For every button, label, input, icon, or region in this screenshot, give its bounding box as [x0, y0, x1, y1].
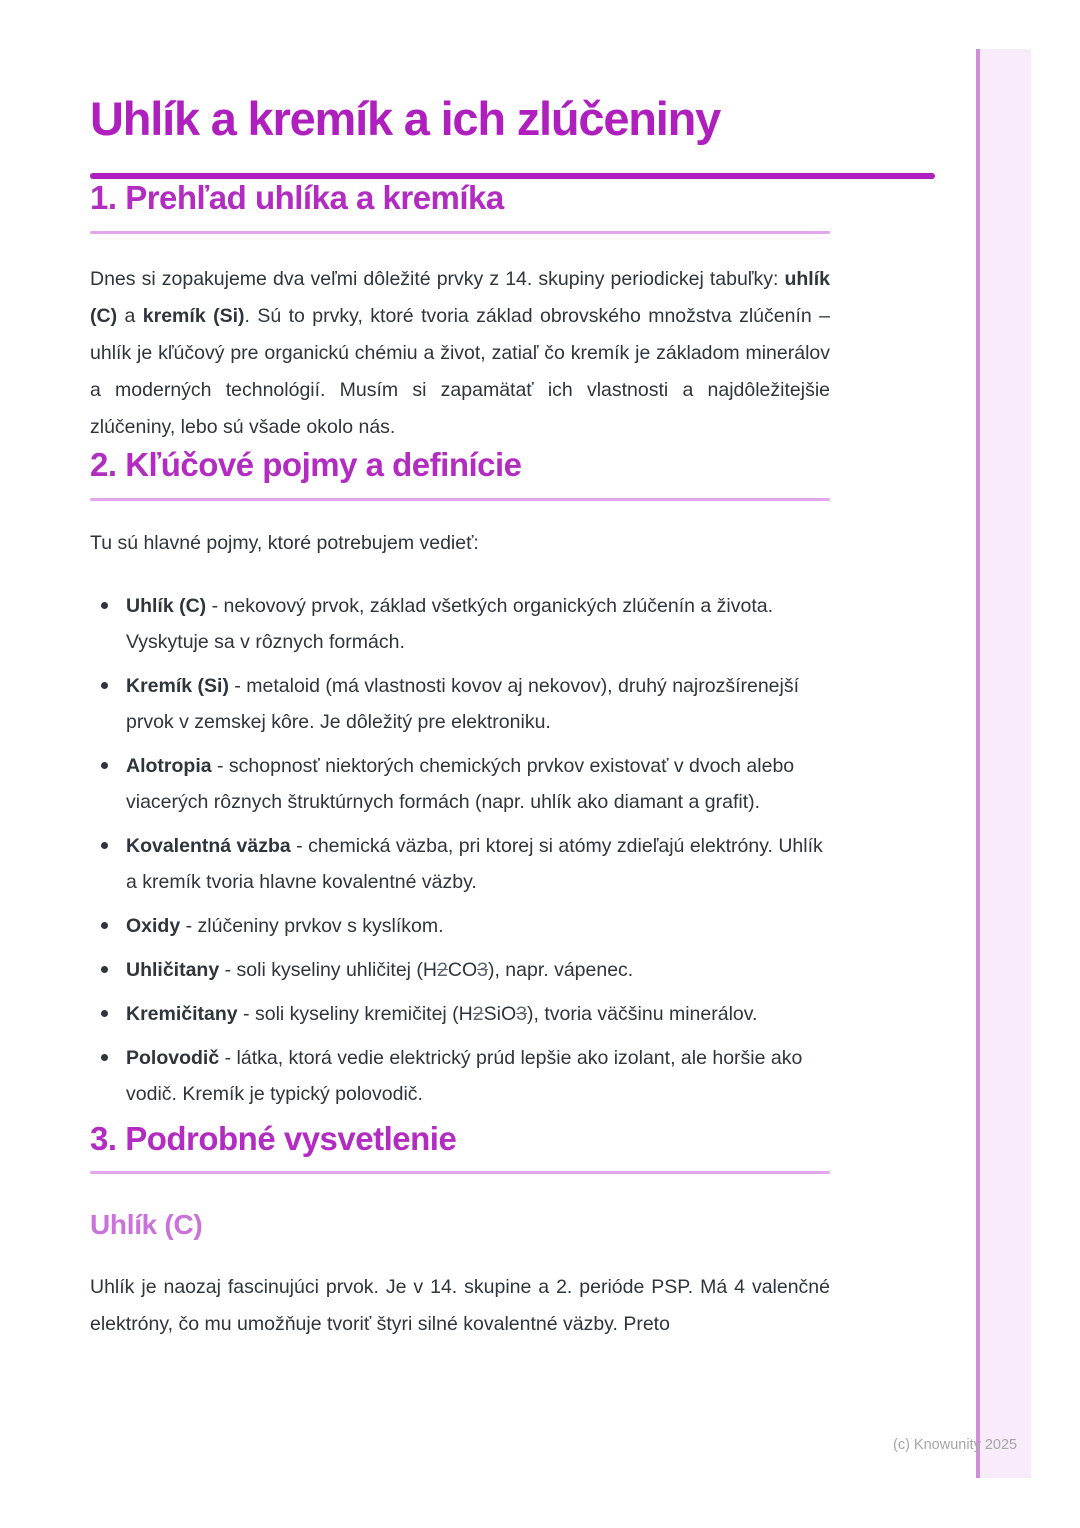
intro-paragraph [90, 261, 830, 446]
text-run: a [117, 304, 143, 327]
text-run: CO [447, 958, 478, 981]
text-run: - zlúčeniny prvkov s kyslíkom. [180, 914, 444, 937]
bold-text: uhlík (C) [90, 267, 830, 327]
terms-lead: Tu sú hlavné pojmy, ktoré potrebujem vedieť: [90, 531, 479, 554]
term-item [126, 828, 830, 900]
right-margin-stripe [976, 49, 1031, 1478]
section-2-divider [90, 498, 830, 501]
text-run: - metaloid (má vlastnosti kovov aj nekovov), druhý najrozšírenejší prvok v zemskej kôre. Je dôležitý pre elektroniku. [126, 674, 800, 733]
text-run: - schopnosť niektorých chemických prvkov existovať v dvoch alebo viacerých rôznych štruktúrnych formách (napr. uhlík ako diamant a grafit). [126, 754, 795, 813]
text-run: ), tvoria väčšinu minerálov. [527, 1002, 758, 1025]
section-1-divider [90, 231, 830, 234]
struck-subscript: 2 [472, 1002, 484, 1025]
text-run: - soli kyseliny kremičitej (H [237, 1002, 473, 1025]
term-name: Kovalentná väzba [126, 834, 291, 857]
text-run: . Sú to prvky, ktoré tvoria základ obrovského množstva zlúčenín – uhlík je kľúčový pre organickú chémiu a život, zatiaľ čo kremík je základom minerálov a moderných technológií. Musím si zapamätať ich vlastnosti a najdôležitejšie zlúčeniny, lebo sú všade okolo nás. [90, 304, 830, 438]
subsection-heading: Uhlík (C) [90, 1209, 203, 1241]
text-run: - nekovový prvok, základ všetkých organických zlúčenín a života. Vyskytuje sa v rôznych formách. [126, 594, 774, 653]
watermark: (c) Knowunity 2025 [893, 1437, 1018, 1453]
struck-subscript: 3 [516, 1002, 527, 1025]
term-name: Uhličitany [126, 958, 220, 981]
term-item [126, 996, 830, 1032]
term-definition [219, 959, 633, 981]
term-item [126, 952, 830, 988]
terms-list [90, 588, 830, 1112]
term-item [126, 908, 830, 944]
term-name: Polovodič [126, 1046, 220, 1069]
page-title: Uhlík a kremík a ich zlúčeniny [90, 92, 721, 145]
term-item [126, 748, 830, 820]
text-run: - látka, ktorá vedie elektrický prúd lepšie ako izolant, ale horšie ako vodič. Kremík je typický polovodič. [126, 1046, 803, 1105]
term-definition [180, 915, 443, 937]
term-item [126, 588, 830, 660]
term-definition [238, 1003, 758, 1025]
term-name: Alotropia [126, 754, 212, 777]
text-run: SiO [483, 1002, 517, 1025]
page-content [90, 0, 935, 1343]
struck-subscript: 3 [477, 958, 488, 981]
term-item [126, 1040, 830, 1112]
term-item [126, 668, 830, 740]
term-name: Kremík (Si) [126, 674, 229, 697]
term-definition [126, 755, 794, 813]
section-3-divider [90, 1171, 830, 1174]
term-name: Uhlík (C) [126, 594, 207, 617]
text-run: ), napr. vápenec. [487, 958, 634, 981]
struck-subscript: 2 [437, 958, 448, 981]
section-2-heading: 2. Kľúčové pojmy a definície [90, 445, 522, 483]
term-definition [126, 595, 773, 653]
text-run: - soli kyseliny uhličitej (H [219, 958, 437, 981]
term-definition [126, 1047, 802, 1105]
term-name: Oxidy [126, 914, 181, 937]
bold-text: kremík (Si) [142, 304, 245, 327]
text-run: - chemická väzba, pri ktorej si atómy zdieľajú elektróny. Uhlík a kremík tvoria hlavne kovalentné väzby. [126, 834, 823, 893]
text-run: Dnes si zopakujeme dva veľmi dôležité prvky z 14. skupiny periodickej tabuľky: [90, 267, 785, 290]
section-3-heading: 3. Podrobné vysvetlenie [90, 1119, 457, 1157]
details-paragraph: Uhlík je naozaj fascinujúci prvok. Je v 14. skupine a 2. perióde PSP. Má 4 valenčné elektróny, čo mu umožňuje tvoriť štyri silné kovalentné väzby. Preto [90, 1276, 830, 1336]
section-1-heading: 1. Prehľad uhlíka a kremíka [90, 178, 504, 216]
term-name: Kremičitany [126, 1002, 238, 1025]
